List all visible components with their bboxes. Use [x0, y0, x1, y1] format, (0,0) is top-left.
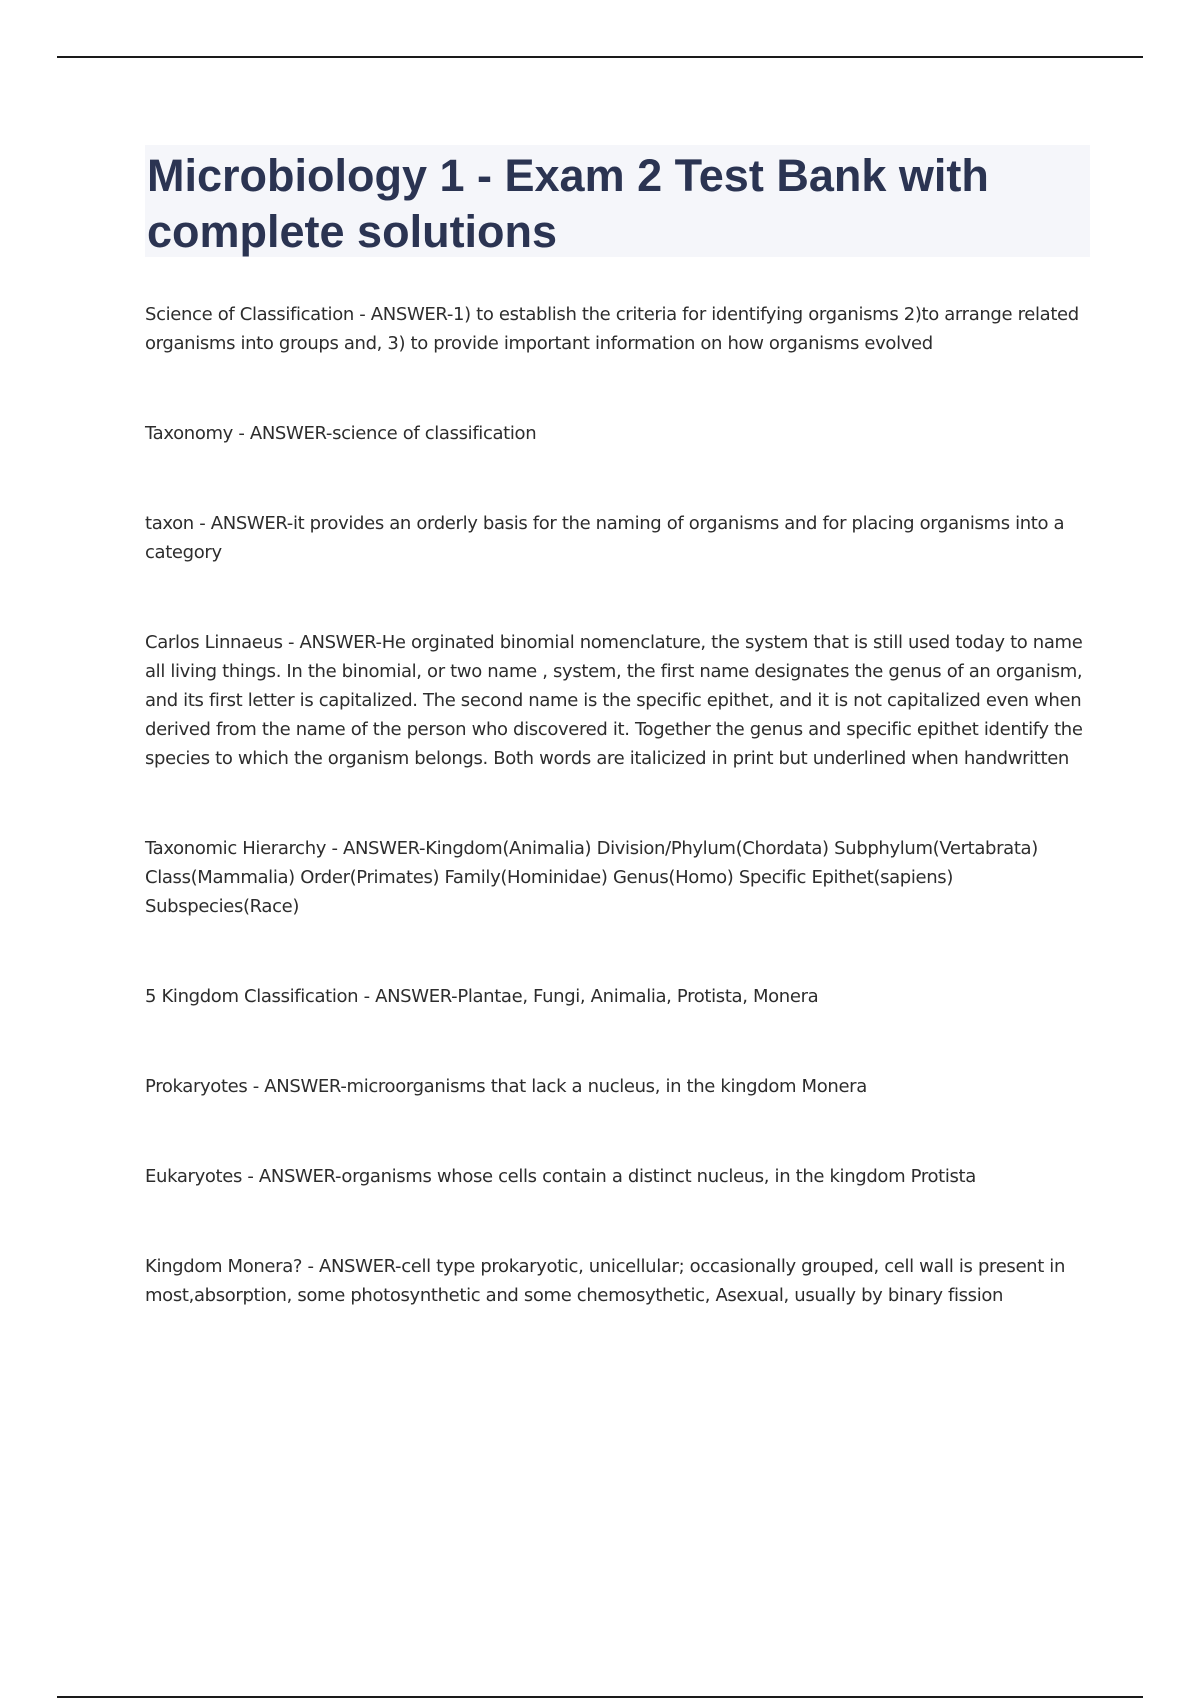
qa-answer: Plantae, Fungi, Animalia, Protista, Monera	[457, 986, 819, 1007]
qa-answer: cell type prokaryotic, unicellular; occasionally grouped, cell wall is present in most,absorption, some photosynthetic and some chemosythetic, Asexual, usually by binary fission	[145, 1256, 1066, 1306]
qa-entry	[145, 1162, 1090, 1191]
qa-entry	[145, 834, 1090, 921]
qa-term: Taxonomic Hierarchy	[145, 838, 327, 859]
header-rule	[57, 56, 1143, 58]
qa-term: Taxonomy	[145, 423, 233, 444]
qa-entry	[145, 1072, 1090, 1101]
qa-term: taxon	[145, 513, 194, 534]
qa-separator: - ANSWER-	[326, 838, 426, 859]
qa-separator: - ANSWER-	[247, 1076, 347, 1097]
page-title: Microbiology 1 - Exam 2 Test Bank with complete solutions	[147, 150, 989, 257]
qa-entry	[145, 419, 1090, 448]
qa-separator: - ANSWER-	[302, 1256, 402, 1277]
qa-answer: science of classification	[332, 423, 537, 444]
qa-term: Eukaryotes	[145, 1166, 242, 1187]
qa-entry	[145, 628, 1090, 773]
footer-rule	[57, 1696, 1143, 1698]
qa-entry	[145, 982, 1090, 1011]
qa-answer: it provides an orderly basis for the naming of organisms and for placing organisms into a category	[145, 513, 1065, 563]
qa-term: Science of Classification	[145, 304, 354, 325]
title-banner	[145, 145, 1090, 257]
qa-term: Prokaryotes	[145, 1076, 248, 1097]
qa-answer: He orginated binomial nomenclature, the system that is still used today to name all living things. In the binomial, or two name , system, the first name designates the genus of an organism, and its first letter is capitalized. The second name is the specific epithet, and it is not capitalized even when derived from the name of the person who discovered it. Together the genus and specific epithet identify the species to which the organism belongs. Both words are italicized in print but underlined when handwritten	[145, 632, 1083, 769]
qa-answer: microorganisms that lack a nucleus, in the kingdom Monera	[346, 1076, 867, 1097]
qa-entry	[145, 1252, 1090, 1310]
qa-entry	[145, 300, 1090, 358]
qa-term: 5 Kingdom Classification	[145, 986, 359, 1007]
qa-separator: - ANSWER-	[358, 986, 458, 1007]
qa-entry	[145, 509, 1090, 567]
qa-term: Carlos Linnaeus	[145, 632, 283, 653]
qa-separator: - ANSWER-	[232, 423, 333, 444]
qa-separator: - ANSWER-	[242, 1166, 342, 1187]
qa-answer: Kingdom(Animalia) Division/Phylum(Chordata) Subphylum(Vertabrata) Class(Mammalia) Order(Primates) Family(Hominidae) Genus(Homo) Specific Epithet(sapiens) Subspecies(Race)	[145, 838, 1038, 917]
qa-separator: - ANSWER-	[193, 513, 293, 534]
qa-answer: organisms whose cells contain a distinct nucleus, in the kingdom Protista	[341, 1166, 976, 1187]
qa-separator: - ANSWER-	[282, 632, 382, 653]
qa-separator: - ANSWER-	[353, 304, 454, 325]
qa-term: Kingdom Monera?	[145, 1256, 303, 1277]
qa-answer: 1) to establish the criteria for identifying organisms 2)to arrange related organisms into groups and, 3) to provide important information on how organisms evolved	[145, 304, 1079, 354]
qa-list	[145, 300, 1090, 1371]
